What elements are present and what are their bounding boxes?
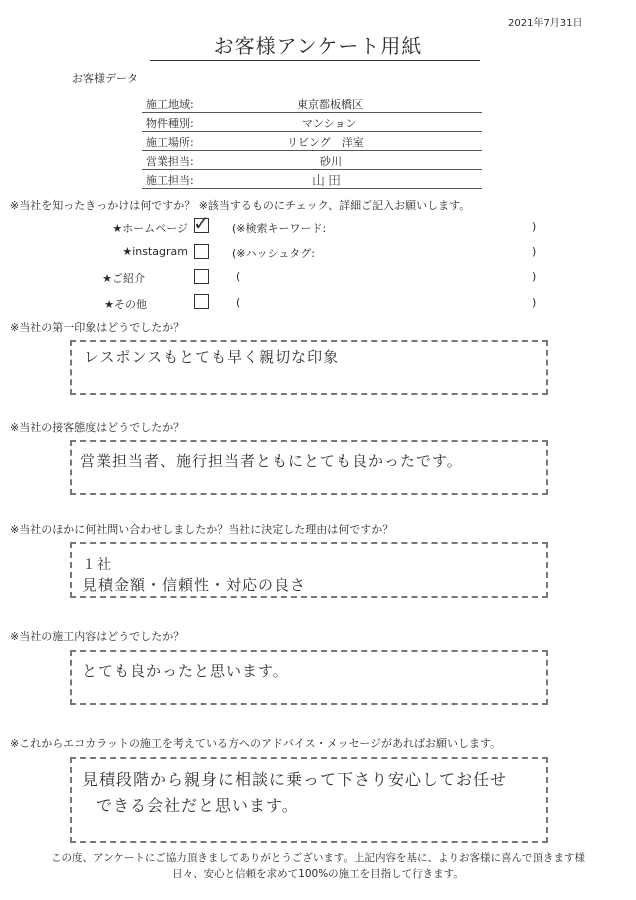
info-value: リビング 洋室	[287, 136, 364, 149]
source-label-instagram: ★instagram	[122, 245, 188, 258]
source-close-paren: )	[532, 270, 537, 283]
info-label: 物件種別:	[146, 117, 194, 130]
info-label: 施工地域:	[146, 98, 194, 111]
answer-box-service-attitude[interactable]	[70, 440, 548, 495]
source-checkbox-instagram[interactable]	[194, 244, 209, 259]
source-label-referral: ★ご紹介	[102, 272, 145, 285]
answer-handwritten: １社	[82, 557, 112, 573]
info-label: 営業担当:	[146, 155, 194, 168]
answer-box-competitors[interactable]	[70, 542, 548, 598]
customer-info-table	[142, 94, 482, 189]
source-note-instagram: (※ハッシュタグ:	[232, 247, 315, 260]
info-value-handwritten: 山田	[312, 174, 345, 189]
footer-line-2: 日々、安心と信頼を求めて100%の施工を目指して行きます。	[172, 868, 464, 880]
answer-box-advice-message[interactable]	[70, 757, 548, 843]
source-label-other: ★その他	[104, 298, 147, 311]
answer-handwritten: 見積金額・信頼性・対応の良さ	[82, 576, 307, 594]
source-note-homepage: (※検索キーワード:	[232, 222, 327, 235]
answer-handwritten: レスポンスもとても早く親切な印象	[84, 348, 340, 366]
title-underline	[150, 60, 480, 61]
source-note-other: (	[236, 296, 241, 309]
answer-box-construction-quality[interactable]	[70, 650, 548, 705]
answer-handwritten: 見積段階から親身に相談に乗って下さり安心してお任せ	[82, 770, 508, 789]
info-row-sales-rep	[142, 151, 482, 170]
info-value: 東京都板橋区	[297, 98, 363, 111]
check-mark-icon: ✓	[193, 211, 210, 235]
answer-handwritten: とても良かったと思います。	[82, 662, 289, 680]
answer-handwritten: できる会社だと思います。	[96, 796, 299, 815]
source-label-homepage: ★ホームページ	[112, 222, 188, 235]
footer-line-1: この度、アンケートにご協力頂きましてありがとうございます。上記内容を基に、よりお客様に喜んで頂きます様	[50, 852, 586, 864]
info-row-location	[142, 132, 482, 151]
info-label: 施工場所:	[146, 136, 194, 149]
source-checkbox-referral[interactable]	[194, 269, 209, 284]
source-close-paren: )	[532, 220, 537, 233]
question-service-attitude: ※当社の接客態度はどうでしたか？	[10, 421, 185, 434]
question-advice-message: ※これからエコカラットの施工を考えている方へのアドバイス・メッセージがあればお願いします。	[10, 737, 502, 750]
info-label: 施工担当:	[146, 174, 194, 187]
page-title: お客様アンケート用紙	[213, 34, 423, 58]
info-row-construction-rep	[142, 170, 482, 189]
customer-data-heading: お客様データ	[72, 72, 138, 85]
answer-box-first-impression[interactable]	[70, 340, 548, 395]
source-close-paren: )	[532, 296, 537, 309]
question-how-found: ※当社を知ったきっかけは何ですか？ ※該当するものにチェック、詳細ご記入お願いします。	[10, 199, 471, 212]
survey-date: 2021年7月31日	[508, 18, 583, 29]
info-value: 砂川	[320, 155, 342, 168]
question-first-impression: ※当社の第一印象はどうでしたか？	[10, 321, 185, 334]
info-row-property-type	[142, 113, 482, 132]
question-construction-quality: ※当社の施工内容はどうでしたか？	[10, 630, 185, 643]
info-value: マンション	[302, 117, 357, 130]
answer-handwritten: 営業担当者、施行担当者ともにとても良かったです。	[80, 452, 463, 470]
source-checkbox-other[interactable]	[194, 294, 209, 309]
source-note-referral: (	[236, 270, 241, 283]
question-competitors: ※当社のほかに何社問い合わせしましたか？当社に決定した理由は何ですか？	[10, 523, 394, 536]
source-close-paren: )	[532, 245, 537, 258]
info-row-area	[142, 94, 482, 113]
